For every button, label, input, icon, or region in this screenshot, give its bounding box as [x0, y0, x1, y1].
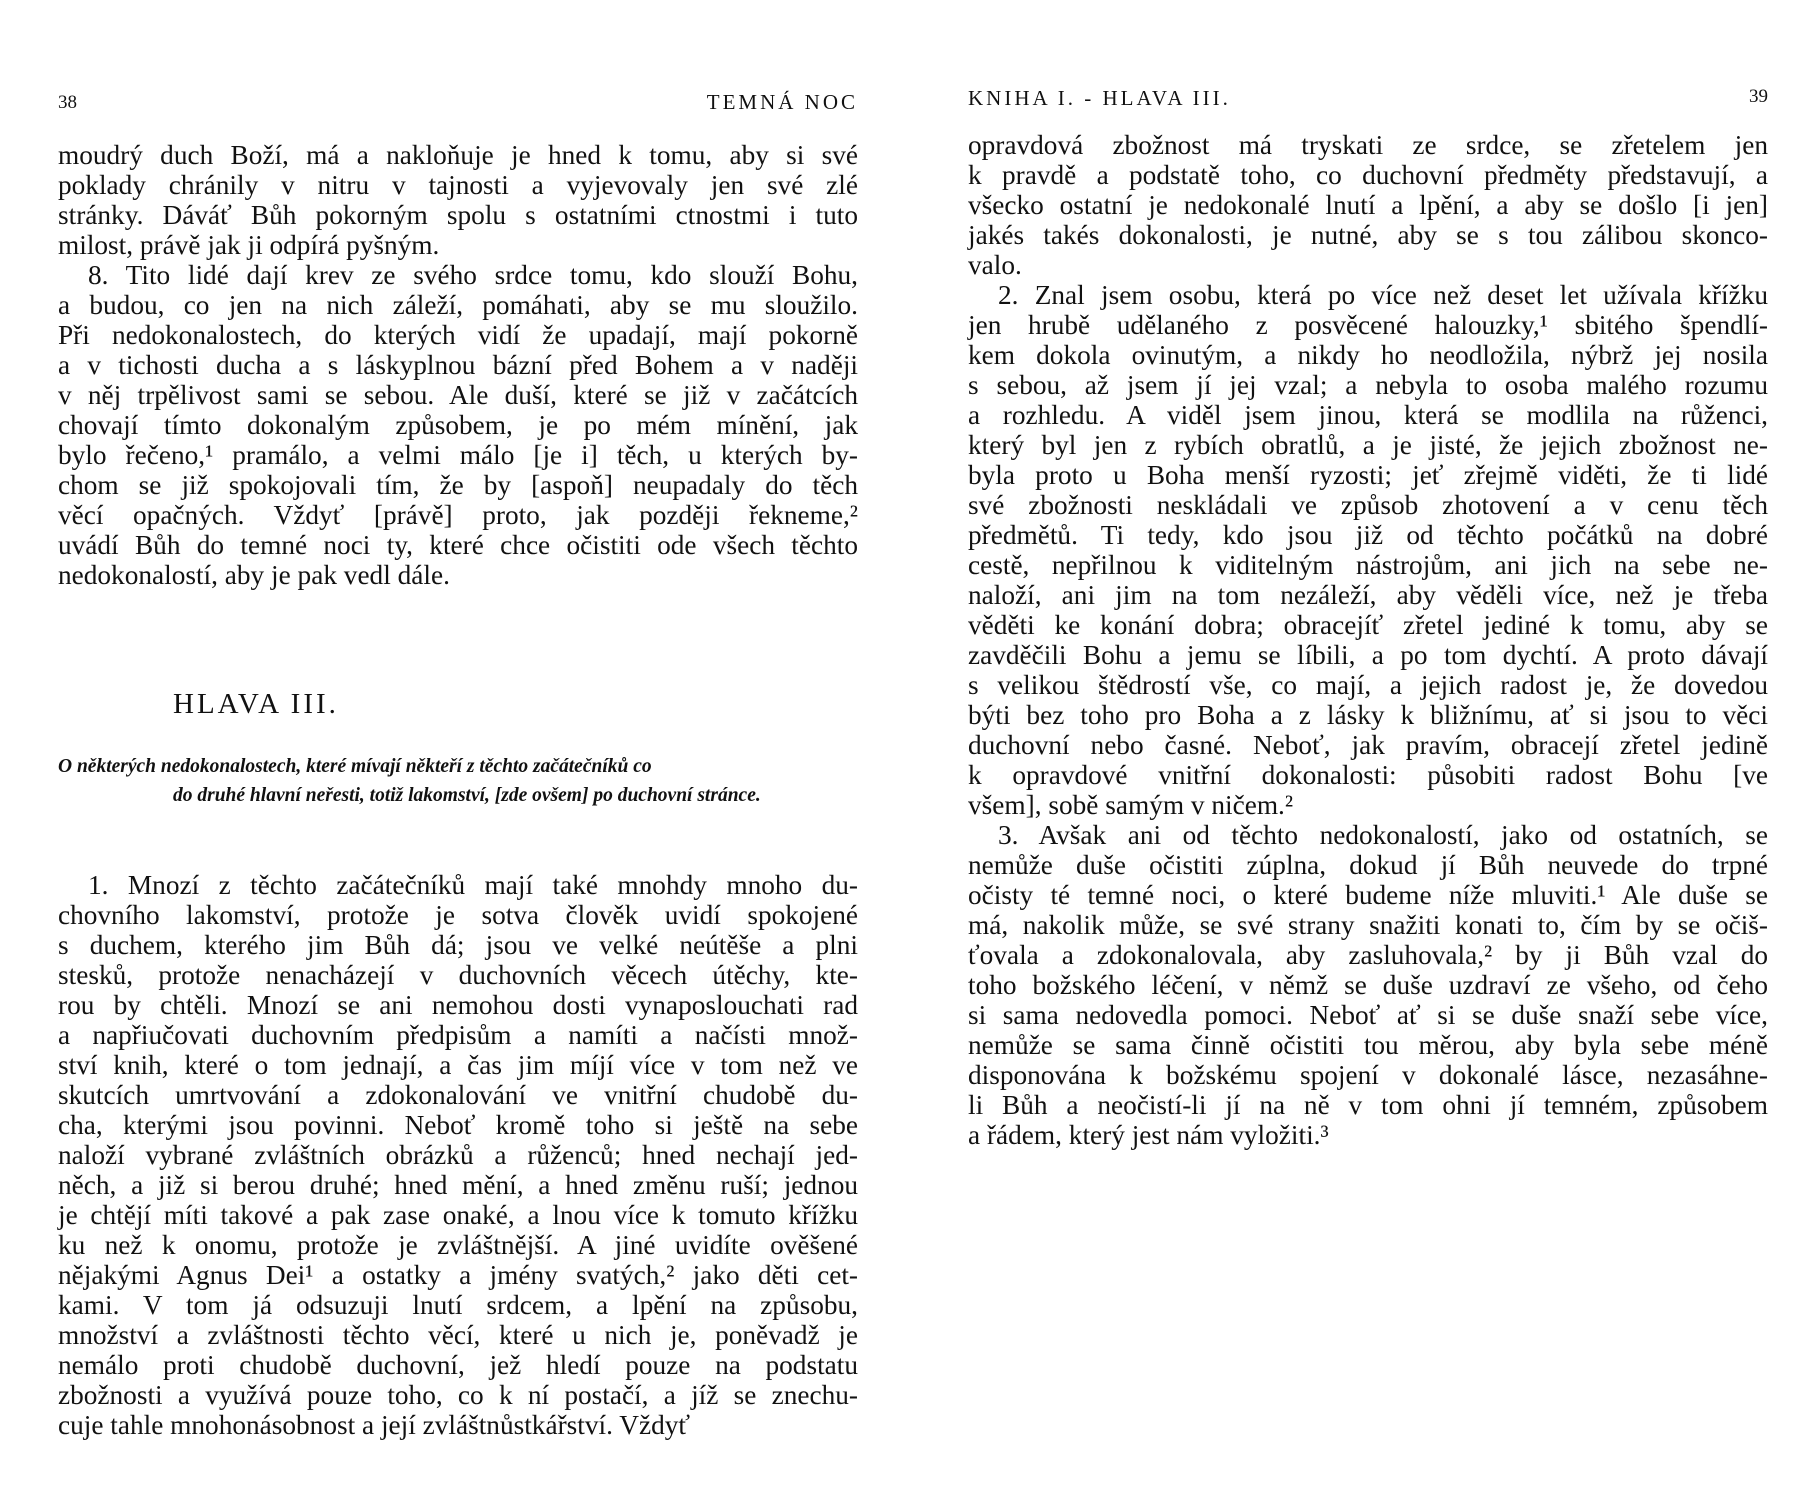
text-line: všem], sobě samým v ničem.²: [968, 790, 1294, 820]
text-line: disponována k božskému spojení v dokonalé lásce, nezasáhne-: [968, 1060, 1768, 1090]
text-line: cestě, nepřilnou k viditelným nástrojům, ani jich na sebe ne-: [968, 550, 1768, 580]
text-line: poklady chránily v nitru v tajnosti a vyjevovaly jen své zlé: [58, 170, 858, 200]
text-line: a řádem, který jest nám vyložiti.³: [968, 1120, 1329, 1150]
text-line: nedokonalostí, aby je pak vedl dále.: [58, 560, 450, 590]
text-line: a budou, co jen na nich záleží, pomáhati, aby se mu sloužilo.: [58, 290, 858, 320]
text-line: uvádí Bůh do temné noci ty, které chce očistiti ode všech těchto: [58, 530, 858, 560]
paragraph-2: [968, 280, 1768, 820]
text-line: k pravdě a podstatě toho, co duchovní předměty představují, a: [968, 160, 1768, 190]
text-line: a napřiučovati duchovním předpisům a namíti a načísti množ-: [58, 1020, 858, 1050]
text-line: moudrý duch Boží, má a nakloňuje je hned k tomu, aby si své: [58, 140, 858, 170]
paragraph-3: [968, 820, 1768, 1150]
text-line: který byl jen z rybích obratlů, a je jisté, že jejich zbožnost ne-: [968, 430, 1768, 460]
text-line: chovního lakomství, protože je sotva člověk uvidí spokojené: [58, 900, 858, 930]
text-line: něch, a již si berou druhé; hned mění, a hned změnu ruší; jednou: [58, 1170, 858, 1200]
text-line: si sama nedovedla pomoci. Neboť ať si se duše snaží sebe více,: [968, 1000, 1768, 1030]
text-line: 3. Avšak ani od těchto nedokonalostí, jako od ostatních, se: [998, 820, 1768, 850]
text-line: milost, právě jak ji odpírá pyšným.: [58, 230, 440, 260]
text-line: své zbožnosti neskládali ve způsob zhotovení a v cenu těch: [968, 490, 1768, 520]
text-line: skutcích umrtvování a zdokonalování ve vnitřní chudobě du-: [58, 1080, 858, 1110]
page-number: 39: [1749, 86, 1768, 107]
text-line: ku než k onomu, protože je zvláštnější. A jiné uvidíte ověšené: [58, 1230, 858, 1260]
text-line: a v tichosti ducha a s láskyplnou bázní před Bohem a v naději: [58, 350, 858, 380]
text-line: naloží vybrané zvláštních obrázků a růženců; hned nechají jed-: [58, 1140, 858, 1170]
text-line: kem dokola ovinutým, a nikdy ho neodložila, nýbrž jej nosila: [968, 340, 1768, 370]
left-body-lower: [58, 870, 858, 1440]
text-line: býti bez toho pro Boha a z lásky k bližnímu, ať si jsou to věci: [968, 700, 1768, 730]
text-line: nějakými Agnus Dei¹ a ostatky a jmény svatých,² jako děti cet-: [58, 1260, 858, 1290]
text-line: jen hrubě udělaného z posvěcené halouzky,¹ sbitého špendlí-: [968, 310, 1768, 340]
text-line: duchovní nebo časné. Neboť, jak pravím, obracejí zřetel jedině: [968, 730, 1768, 760]
text-line: zavděčili Bohu a jemu se líbili, a po tom dychtí. A proto dávají: [968, 640, 1768, 670]
left-page-header: [58, 86, 858, 116]
text-line: valo.: [968, 250, 1022, 280]
text-line: byla proto u Boha menší ryzosti; jeť zřejmě viděti, že ti lidé: [968, 460, 1768, 490]
text-line: ťovala a zdokonalovala, aby zasluhovala,² by ji Bůh vzal do: [968, 940, 1768, 970]
paragraph-8: [58, 260, 858, 590]
text-line: Při nedokonalostech, do kterých vidí že upadají, mají pokorně: [58, 320, 858, 350]
text-line: v něj trpělivost sami se sebou. Ale duší, které se již v začátcích: [58, 380, 858, 410]
chapter-subtitle-line-1: O některých nedokonalostech, které mívají někteří z těchto začátečníků co: [58, 756, 652, 777]
text-line: s duchem, kterého jim Bůh dá; jsou ve velké neútěše a plni: [58, 930, 858, 960]
left-body-top: [58, 140, 858, 590]
text-line: stesků, protože nenacházejí v duchovních věcech útěchy, kte-: [58, 960, 858, 990]
chapter-subtitle: [58, 752, 858, 810]
text-line: cha, kterými jsou povinni. Neboť kromě toho si ještě na sebe: [58, 1110, 858, 1140]
text-line: 1. Mnozí z těchto začátečníků mají také mnohdy mnoho du-: [88, 870, 858, 900]
text-line: chovají tímto dokonalým způsobem, je po mém mínění, jak: [58, 410, 858, 440]
left-page: [58, 0, 858, 1500]
paragraph-1: [58, 870, 858, 1440]
text-line: bylo řečeno,¹ pramálo, a velmi málo [je i] těch, u kterých by-: [58, 440, 858, 470]
text-line: s velikou štědrostí vše, co mají, a jejich radost je, že dovedou: [968, 670, 1768, 700]
text-line: věděti ke konání dobra; obracejíť zřetel jediné k tomu, aby se: [968, 610, 1768, 640]
right-body: [968, 130, 1768, 1150]
text-line: rou by chtěli. Mnozí se ani nemohou dosti vynaposlouchati rad: [58, 990, 858, 1020]
text-line: 2. Znal jsem osobu, která po více než deset let užívala křížku: [998, 280, 1768, 310]
text-line: kami. V tom já odsuzuji lnutí srdcem, a lpění na způsobu,: [58, 1290, 858, 1320]
running-title: TEMNÁ NOC: [706, 90, 858, 114]
text-line: chom se již spokojovali tím, že by [aspoň] neupadaly do těch: [58, 470, 858, 500]
text-line: předmětů. Ti tedy, kdo jsou již od těchto počátků na dobré: [968, 520, 1768, 550]
continuation-paragraph: [968, 130, 1768, 280]
text-line: věcí opačných. Vždyť [právě] proto, jak později řekneme,²: [58, 500, 858, 530]
text-line: nemůže se sama činně očistiti tou měrou, aby byla sebe méně: [968, 1030, 1768, 1060]
text-line: jakés takés dokonalosti, je nutné, aby se s tou zálibou skonco-: [968, 220, 1768, 250]
page-number: 38: [58, 92, 77, 113]
text-line: naloží, ani jim na tom nezáleží, aby věděli více, než je třeba: [968, 580, 1768, 610]
text-line: k opravdové vnitřní dokonalosti: působiti radost Bohu [ve: [968, 760, 1768, 790]
text-line: ství knih, které o tom jednají, a čas jim míjí více v tom než ve: [58, 1050, 858, 1080]
text-line: opravdová zbožnost má tryskati ze srdce, se zřetelem jen: [968, 130, 1768, 160]
text-line: a rozhledu. A viděl jsem jinou, která se modlila na růženci,: [968, 400, 1768, 430]
text-line: je chtějí míti takové a pak zase onaké, a lnou více k tomuto křížku: [58, 1200, 858, 1230]
text-line: stránky. Dáváť Bůh pokorným spolu s ostatními ctnostmi i tuto: [58, 200, 858, 230]
text-line: 8. Tito lidé dají krev ze svého srdce tomu, kdo slouží Bohu,: [88, 260, 858, 290]
running-title: KNIHA I. - HLAVA III.: [968, 86, 1231, 110]
continuation-paragraph: [58, 140, 858, 260]
text-line: všecko ostatní je nedokonalé lnutí a lpění, a aby se došlo [i jen]: [968, 190, 1768, 220]
text-line: s sebou, až jsem jí jej vzal; a nebyla to osoba malého rozumu: [968, 370, 1768, 400]
text-line: zbožnosti a využívá pouze toho, co k ní postačí, a jíž se znechu-: [58, 1380, 858, 1410]
right-page: [968, 0, 1768, 1500]
text-line: množství a zvláštnosti těchto věcí, které u nich je, poněvadž je: [58, 1320, 858, 1350]
chapter-subtitle-rest: do druhé hlavní neřesti, totiž lakomství, [zde ovšem] po duchovní stránce.: [173, 785, 761, 806]
chapter-title: HLAVA III.: [173, 688, 339, 720]
text-line: nemůže duše očistiti zúplna, dokud jí Bůh neuvede do trpné: [968, 850, 1768, 880]
text-line: očisty té temné noci, o které budeme níže mluviti.¹ Ale duše se: [968, 880, 1768, 910]
text-line: toho božského léčení, v němž se duše uzdraví ze všeho, od čeho: [968, 970, 1768, 1000]
right-page-header: [968, 86, 1768, 116]
text-line: cuje tahle mnohonásobnost a její zvláštnůstkářství. Vždyť: [58, 1410, 691, 1440]
text-line: má, nakolik může, se své strany snažiti konati to, čím by se očiš-: [968, 910, 1768, 940]
text-line: li Bůh a neočistí-li jí na ně v tom ohni jí temném, způsobem: [968, 1090, 1768, 1120]
text-line: nemálo proti chudobě duchovní, jež hledí pouze na podstatu: [58, 1350, 858, 1380]
